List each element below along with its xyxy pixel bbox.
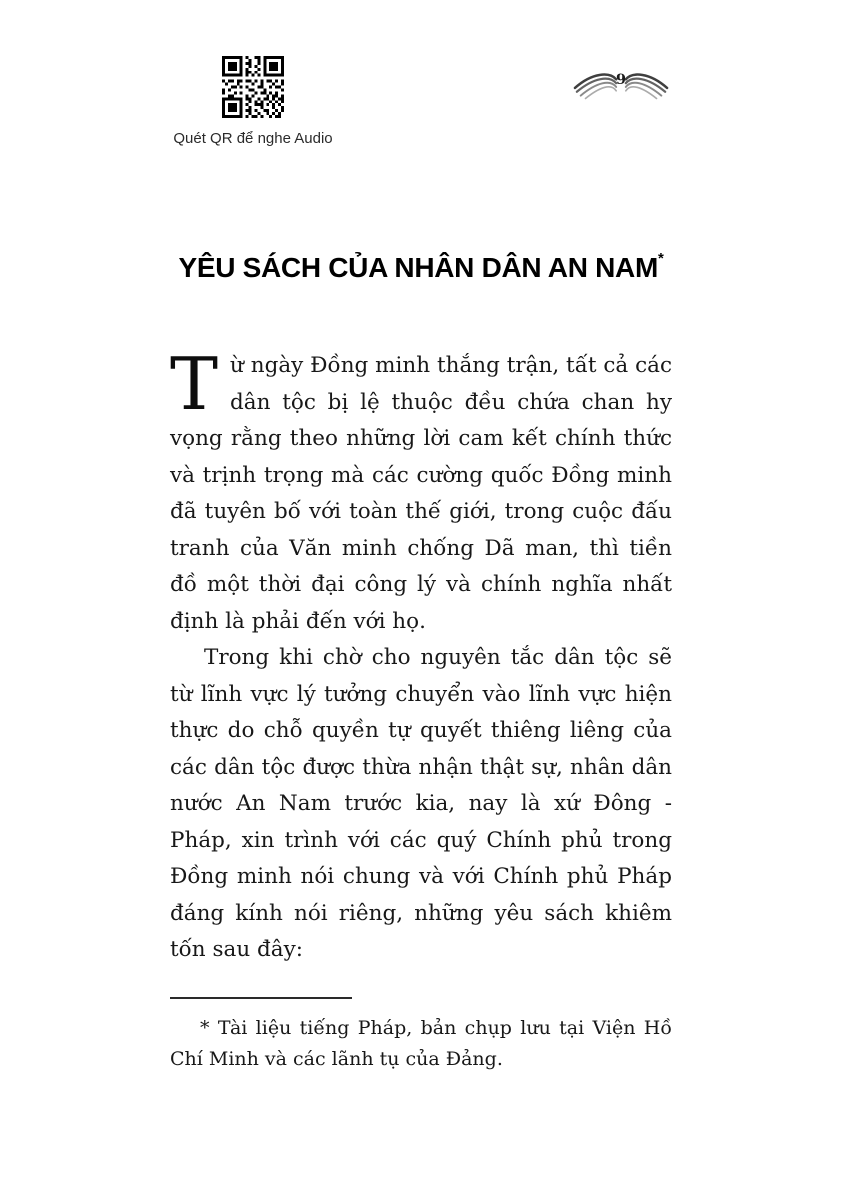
paragraph-1 <box>170 342 672 640</box>
footnote-text: * Tài liệu tiếng Pháp, bản chụp lưu tại Viện Hồ Chí Minh và các lãnh tụ của Đảng. <box>170 1016 672 1070</box>
article-title-text: YÊU SÁCH CỦA NHÂN DÂN AN NAM <box>178 252 658 283</box>
open-book-icon <box>573 64 669 108</box>
paragraph-1-text: ừ ngày Đồng minh thắng trận, tất cả các dân tộc bị lệ thuộc đều chứa chan hy vọng rằng theo những lời cam kết chính thức và trịnh trọng mà các cường quốc Đồng minh đã tuyên bố với toàn thế giới, trong cuộc đấu tranh của Văn minh chống Dã man, thì tiền đồ một thời đại công lý và chính nghĩa nhất định là phải đến với họ. <box>170 353 672 634</box>
footnote <box>170 997 672 1075</box>
page-number-ornament <box>573 64 669 108</box>
qr-audio-block <box>162 56 344 147</box>
title-footnote-marker: * <box>657 250 664 267</box>
qr-caption: Quét QR để nghe Audio <box>173 130 333 147</box>
qr-code-icon <box>222 56 284 118</box>
paragraph-2-text: Trong khi chờ cho nguyên tắc dân tộc sẽ từ lĩnh vực lý tưởng chuyển vào lĩnh vực hiện thực do chỗ quyền tự quyết thiêng liêng của các dân tộc được thừa nhận thật sự, nhân dân nước An Nam trước kia, nay là xứ Đông - Pháp, xin trình với các quý Chính phủ trong Đồng minh nói chung và với Chính phủ Pháp đáng kính nói riêng, những yêu sách khiêm tốn sau đây: <box>170 645 672 962</box>
article-title <box>170 250 672 284</box>
page-number: 9 <box>615 71 627 89</box>
footnote-divider <box>170 997 352 999</box>
article <box>170 250 672 1075</box>
drop-cap: T <box>170 342 219 426</box>
paragraph-2 <box>170 640 672 969</box>
